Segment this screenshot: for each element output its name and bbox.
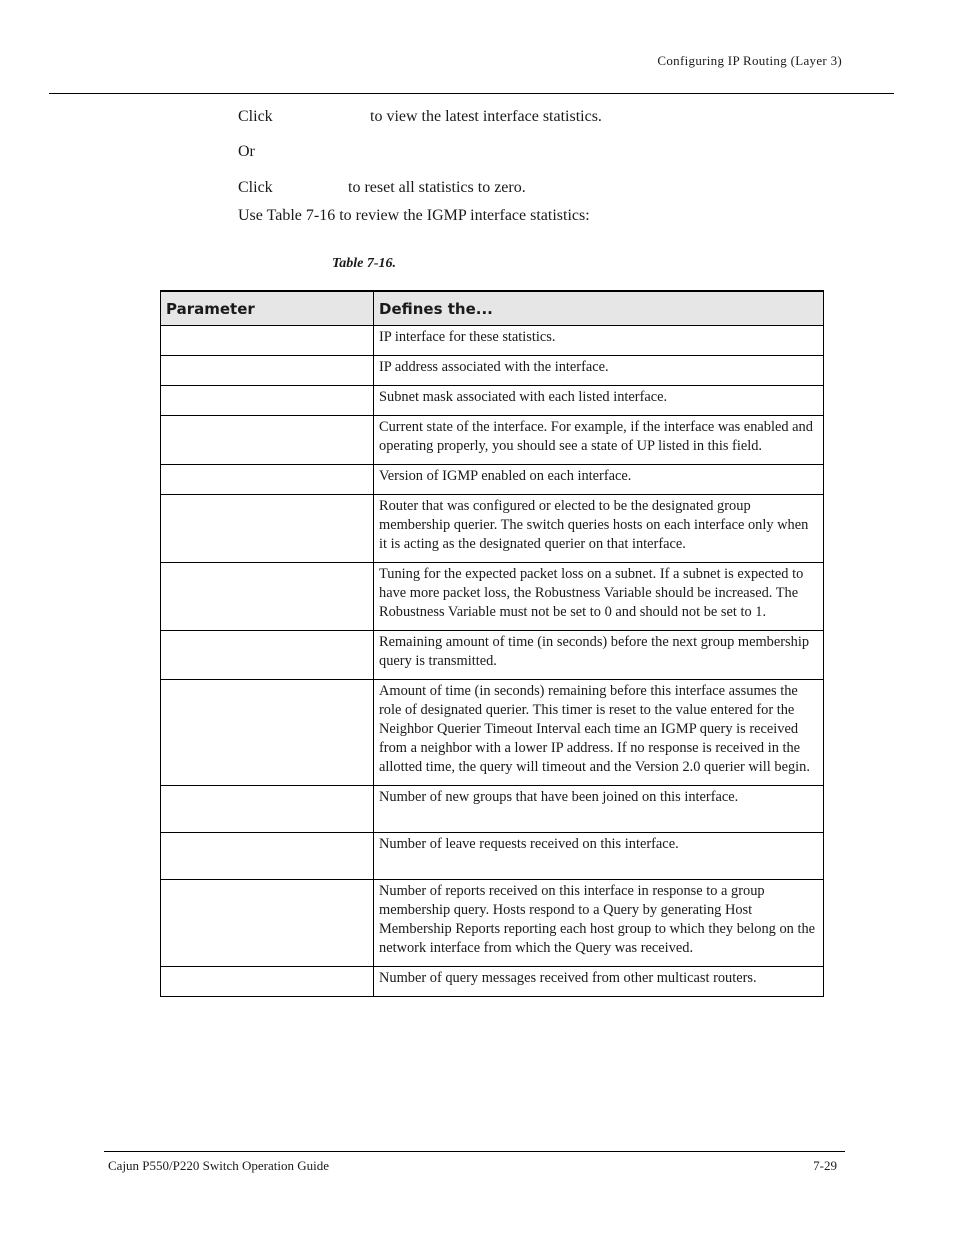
table-reference-text: Use Table 7-16 to review the IGMP interface statistics: — [238, 207, 590, 224]
param-cell — [161, 833, 374, 880]
header-defines: Defines the... — [374, 291, 824, 326]
param-cell — [161, 563, 374, 631]
definition-cell: Router that was configured or elected to be the designated group membership querier. The switch queries hosts on each interface only when it is acting as the designated querier on that interface. — [374, 495, 824, 563]
table-row — [161, 326, 824, 356]
param-cell — [161, 631, 374, 680]
table-row — [161, 967, 824, 997]
param-cell — [161, 416, 374, 465]
click-word-2: Click — [238, 179, 273, 196]
table-row — [161, 833, 824, 880]
igmp-statistics-table — [160, 290, 824, 997]
click-word-1: Click — [238, 108, 273, 125]
definition-cell: Remaining amount of time (in seconds) before the next group membership query is transmitted. — [374, 631, 824, 680]
definition-cell: Amount of time (in seconds) remaining before this interface assumes the role of designated querier. This timer is reset to the value entered for the Neighbor Querier Timeout Interval each time an IGMP query is received from a neighbor with a lower IP address. If no response is received in the allotted time, the query will timeout and the Version 2.0 querier will begin. — [374, 680, 824, 786]
definition-cell: Number of leave requests received on this interface. — [374, 833, 824, 880]
definition-cell: Number of reports received on this interface in response to a group membership query. Hosts respond to a Query by generating Host Membership Reports reporting each host group to which they belong on the network interface from which the Query was received. — [374, 880, 824, 967]
param-cell — [161, 786, 374, 833]
header-parameter: Parameter — [161, 291, 374, 326]
param-cell — [161, 880, 374, 967]
definition-cell: Current state of the interface. For example, if the interface was enabled and operating properly, you should see a state of UP listed in this field. — [374, 416, 824, 465]
table-row — [161, 416, 824, 465]
definition-cell: Subnet mask associated with each listed interface. — [374, 386, 824, 416]
table-row — [161, 563, 824, 631]
definition-cell: Tuning for the expected packet loss on a subnet. If a subnet is expected to have more packet loss, the Robustness Variable should be increased. The Robustness Variable must not be set to 0 and should not be set to 1. — [374, 563, 824, 631]
definition-cell: Version of IGMP enabled on each interface. — [374, 465, 824, 495]
table-header-row — [161, 291, 824, 326]
table-row — [161, 880, 824, 967]
page-number: 7-29 — [813, 1158, 837, 1173]
param-cell — [161, 326, 374, 356]
table-row — [161, 495, 824, 563]
table-row — [161, 356, 824, 386]
header-divider — [49, 93, 894, 94]
param-cell — [161, 967, 374, 997]
param-cell — [161, 386, 374, 416]
footer-divider — [104, 1151, 845, 1152]
table-row — [161, 631, 824, 680]
param-cell — [161, 465, 374, 495]
table-caption: Table 7-16. — [332, 256, 397, 271]
table-row — [161, 786, 824, 833]
definition-cell: Number of query messages received from other multicast routers. — [374, 967, 824, 997]
param-cell — [161, 680, 374, 786]
definition-cell: Number of new groups that have been joined on this interface. — [374, 786, 824, 833]
param-cell — [161, 356, 374, 386]
or-word: Or — [238, 143, 255, 160]
running-header: Configuring IP Routing (Layer 3) — [657, 53, 842, 68]
reset-instruction: to reset all statistics to zero. — [348, 179, 526, 196]
definition-cell: IP address associated with the interface. — [374, 356, 824, 386]
param-cell — [161, 495, 374, 563]
refresh-instruction: to view the latest interface statistics. — [370, 108, 602, 125]
table-row — [161, 680, 824, 786]
footer-guide-title: Cajun P550/P220 Switch Operation Guide — [108, 1158, 329, 1173]
table-row — [161, 465, 824, 495]
definition-cell: IP interface for these statistics. — [374, 326, 824, 356]
table-row — [161, 386, 824, 416]
